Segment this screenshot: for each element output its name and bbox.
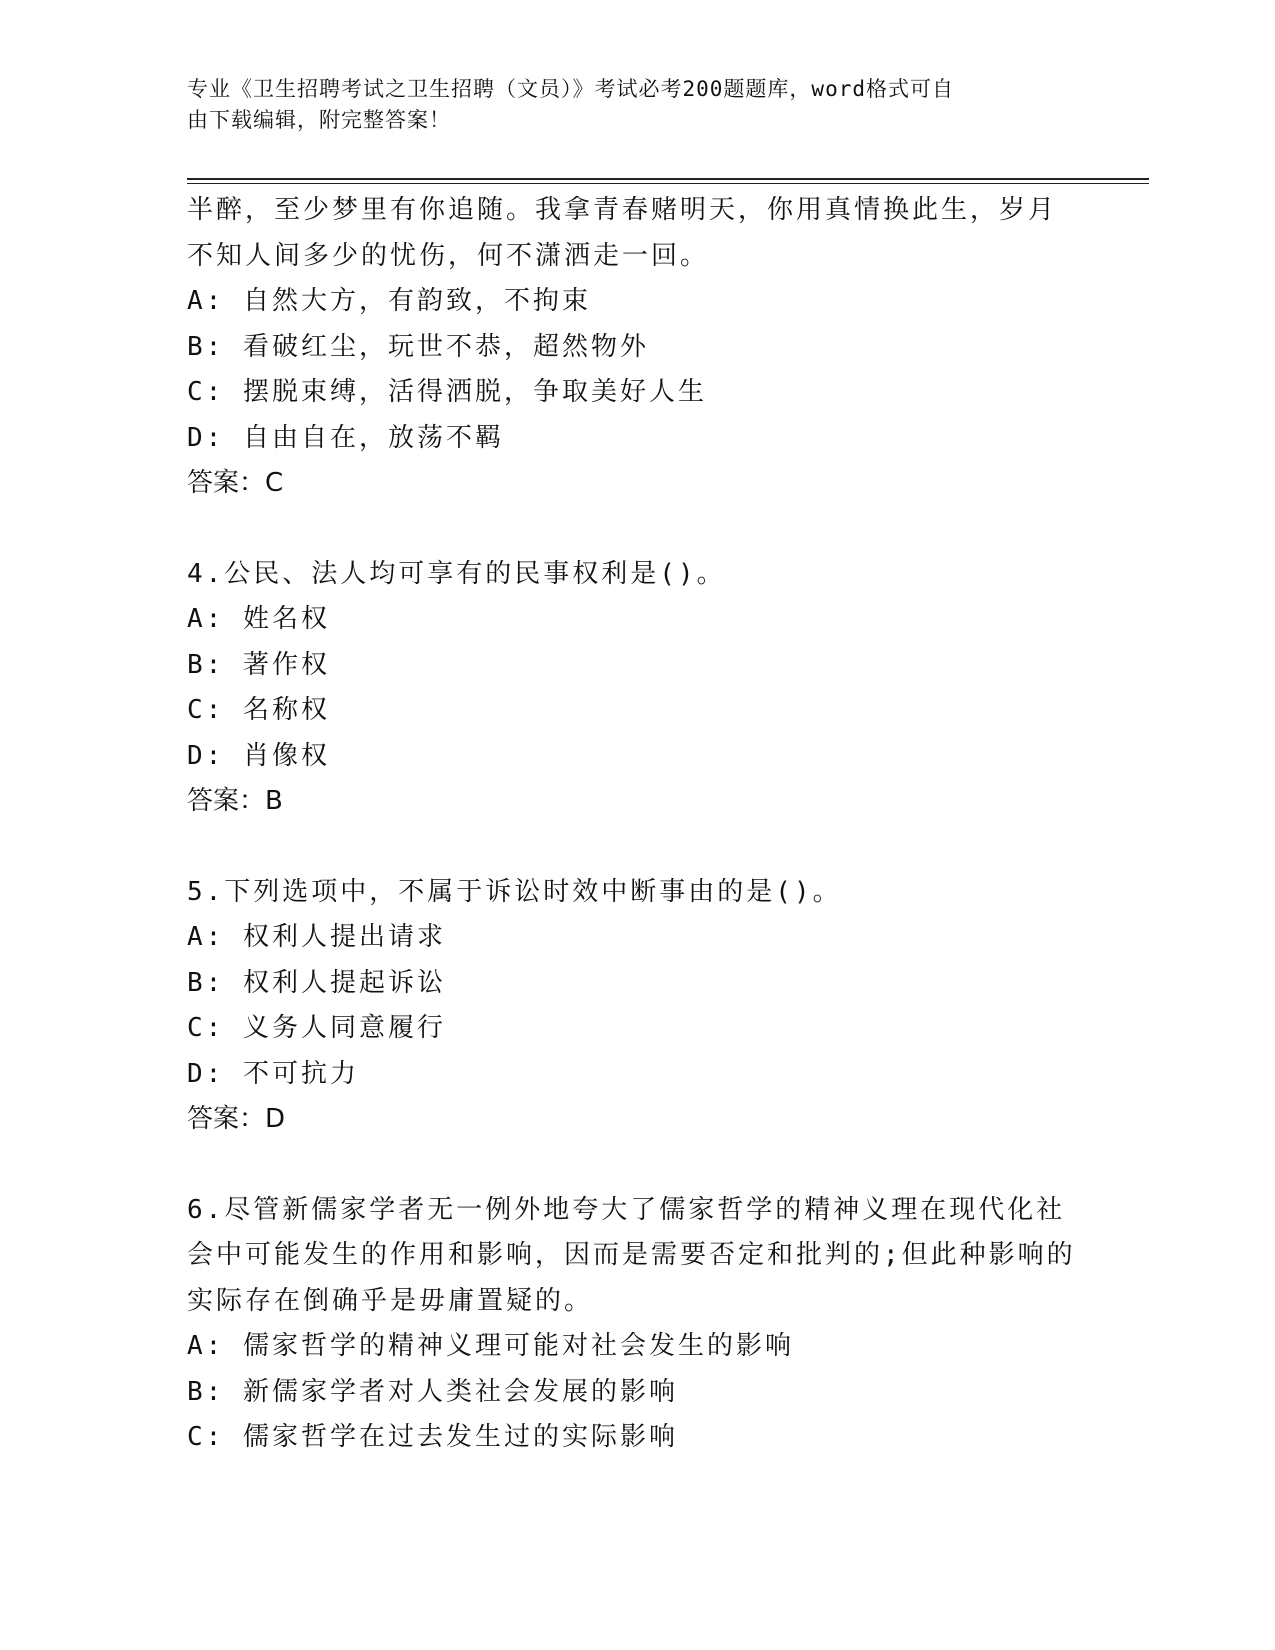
- question-stem-line: 会中可能发生的作用和影响，因而是需要否定和批判的;但此种影响的: [187, 1240, 1076, 1270]
- question-stem-line: 实际存在倒确乎是毋庸置疑的。: [187, 1285, 594, 1316]
- option-c: C: 儒家哲学在过去发生过的实际影响: [187, 1422, 678, 1452]
- answer: 答案：C: [187, 468, 284, 498]
- question-4: [187, 552, 1087, 825]
- option-d: D: 自由自在，放荡不羁: [187, 422, 504, 453]
- question-content: [187, 188, 1087, 1461]
- option-c: C: 名称权: [187, 695, 330, 725]
- answer: 答案：D: [187, 1104, 286, 1134]
- header-divider-thin: [187, 183, 1149, 184]
- question-stem: 5.下列选项中，不属于诉讼时效中断事由的是()。: [187, 876, 842, 907]
- spacer: [187, 507, 1087, 552]
- question-stem-line: 不知人间多少的忧伤，何不潇洒走一回。: [187, 240, 710, 271]
- option-a: A: 姓名权: [187, 604, 330, 634]
- option-a: A: 儒家哲学的精神义理可能对社会发生的影响: [187, 1331, 794, 1361]
- option-b: B: 著作权: [187, 649, 330, 680]
- header-divider: [187, 178, 1149, 180]
- option-b: B: 新儒家学者对人类社会发展的影响: [187, 1376, 678, 1407]
- option-a: A: 权利人提出请求: [187, 922, 446, 952]
- question-stem-line: 半醉，至少梦里有你追随。我拿青春赌明天，你用真情换此生，岁月: [187, 195, 1058, 225]
- option-b: B: 权利人提起诉讼: [187, 967, 446, 998]
- header-title-line-1: 专业《卫生招聘考试之卫生招聘（文员）》考试必考200题题库，word格式可自: [187, 77, 954, 101]
- page-header: [187, 74, 1067, 136]
- spacer: [187, 1143, 1087, 1188]
- header-title-line-2: 由下载编辑，附完整答案！: [187, 108, 451, 132]
- option-d: D: 肖像权: [187, 740, 330, 771]
- option-d: D: 不可抗力: [187, 1058, 359, 1089]
- question-stem: 4.公民、法人均可享有的民事权利是()。: [187, 558, 726, 589]
- answer: 答案：B: [187, 786, 283, 816]
- option-a: A: 自然大方，有韵致，不拘束: [187, 286, 591, 316]
- question-5: [187, 870, 1087, 1143]
- question-6: [187, 1188, 1087, 1461]
- option-c: C: 义务人同意履行: [187, 1013, 446, 1043]
- question-stem-line: 6.尽管新儒家学者无一例外地夸大了儒家哲学的精神义理在现代化社: [187, 1194, 1066, 1225]
- question-3: [187, 188, 1087, 507]
- option-c: C: 摆脱束缚，活得洒脱，争取美好人生: [187, 377, 707, 407]
- option-b: B: 看破红尘，玩世不恭，超然物外: [187, 331, 649, 362]
- spacer: [187, 825, 1087, 870]
